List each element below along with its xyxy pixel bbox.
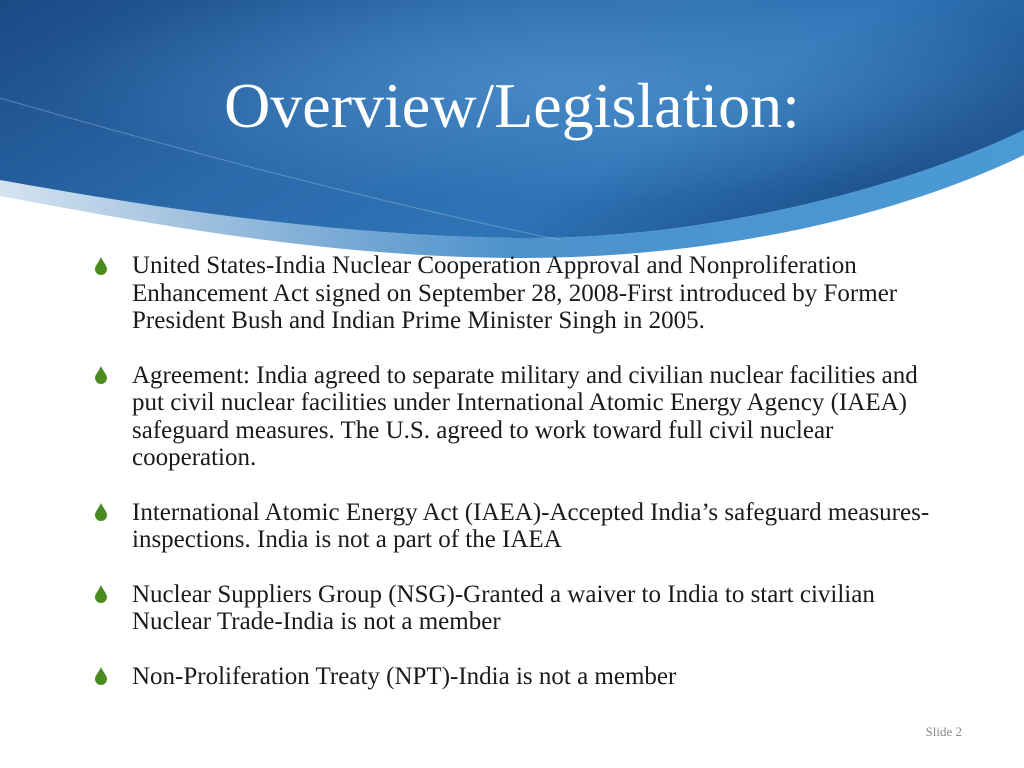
slide-title: Overview/Legislation: [224,70,800,141]
bullet-text: Non-Proliferation Treaty (NPT)-India is not a member [132,662,677,690]
bullet-item [94,362,944,472]
bullet-text: International Atomic Energy Act (IAEA)-Accepted India’s safeguard measures-inspections. India is not a part of the IAEA [132,498,930,553]
bullet-item [94,663,944,691]
bullet-text: Agreement: India agreed to separate military and civilian nuclear facilities and put civil nuclear facilities under International Atomic Energy Agency (IAEA) safeguard measures. The U.S. agreed to work toward full civil nuclear cooperation. [132,361,918,471]
bullet-list [94,252,944,717]
bullet-text: Nuclear Suppliers Group (NSG)-Granted a waiver to India to start civilian Nuclear Trade-India is not a member [132,580,875,635]
bullet-text: United States-India Nuclear Cooperation Approval and Nonproliferation Enhancement Act signed on September 28, 2008-First introduced by Former President Bush and Indian Prime Minister Singh in 2005. [132,252,898,334]
bullet-item [94,499,944,554]
droplet-icon [94,252,132,280]
droplet-icon [94,362,132,390]
droplet-icon [94,581,132,609]
bullet-item [94,581,944,636]
droplet-icon [94,663,132,691]
droplet-icon [94,499,132,527]
slide-number: Slide 2 [925,724,962,739]
bullet-item [94,252,944,335]
